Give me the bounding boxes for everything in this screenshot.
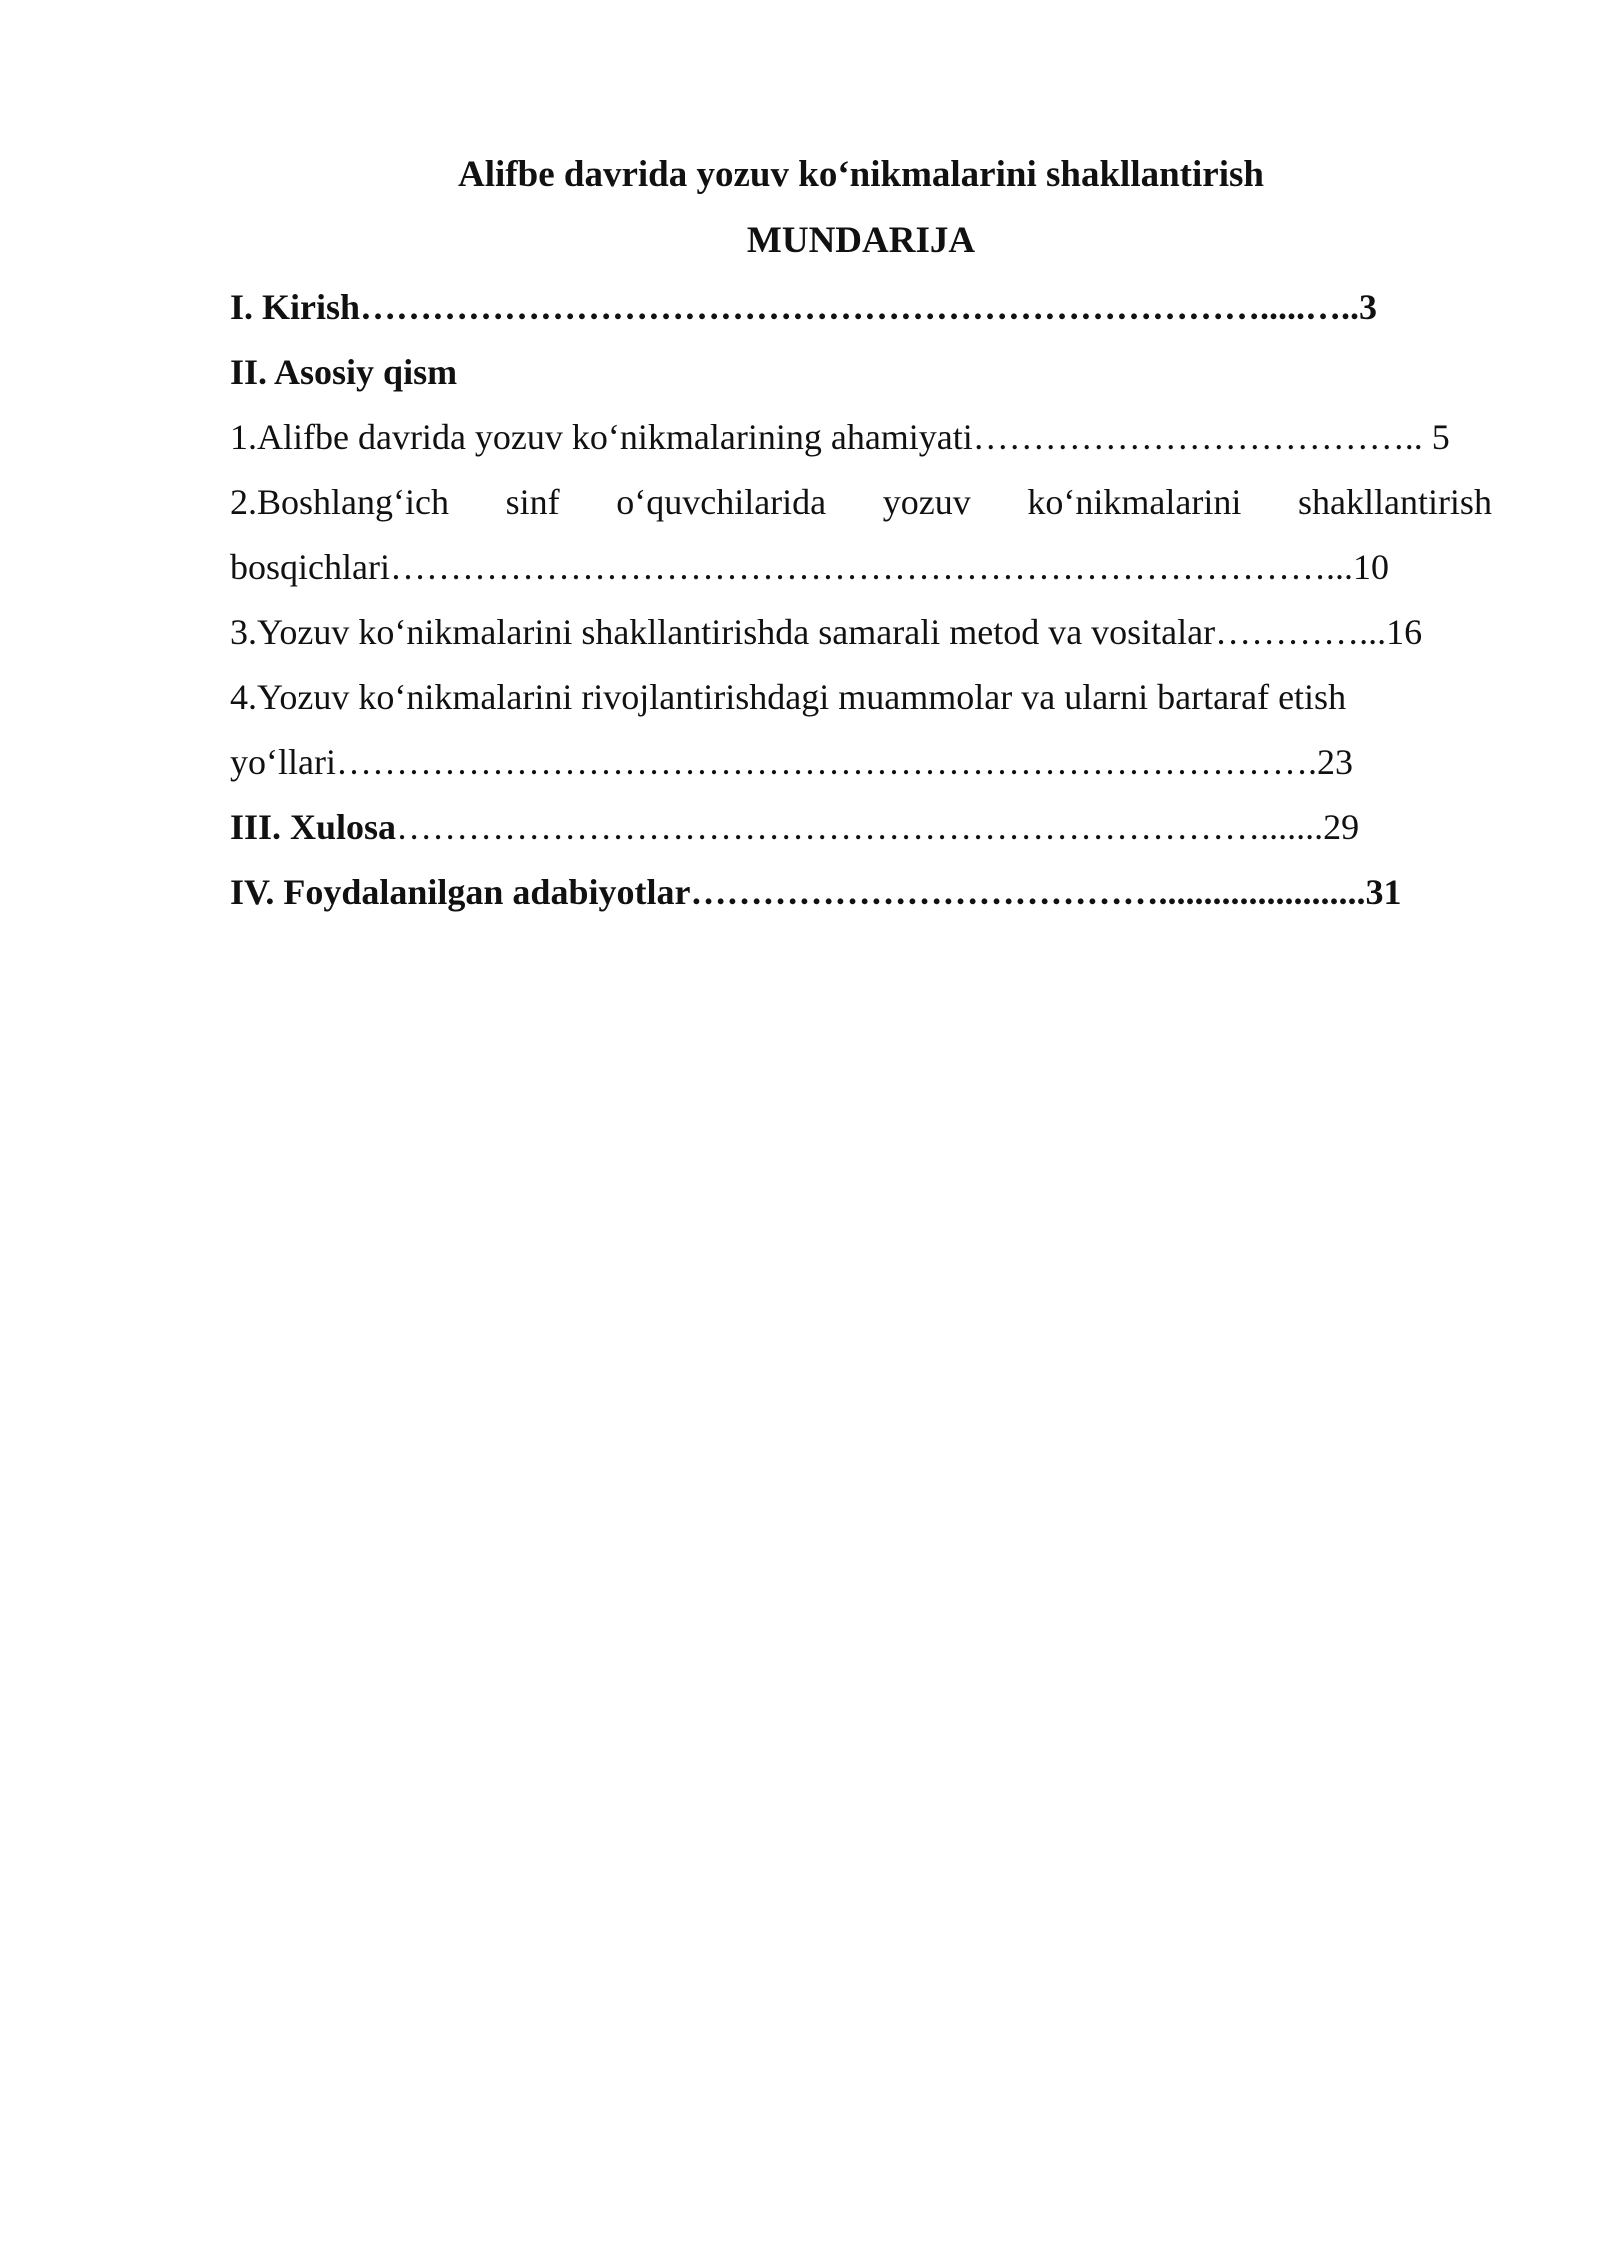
toc-word: ko‘nikmalarini xyxy=(1027,482,1242,522)
toc-entry-1: 1.Alifbe davrida yozuv ko‘nikmalarining ahamiyati……………………………….. 5 xyxy=(230,417,1450,457)
toc-word: 2.Boshlang‘ich xyxy=(230,482,449,522)
toc-entry-kirish: I. Kirish………………………………………………………………….....…..3 xyxy=(230,287,1378,327)
toc-entry-2-line-1 xyxy=(230,475,1492,529)
toc-entry-xulosa-leader: ……………………………………………………………….......29 xyxy=(396,807,1360,847)
toc-entry-adabiyotlar: IV. Foydalanilgan adabiyotlar………………………………….......................31 xyxy=(230,872,1402,912)
toc-entry-3: 3.Yozuv ko‘nikmalarini shakllantirishda samarali metod va vositalar…………...16 xyxy=(230,612,1423,652)
toc-word: shakllantirish xyxy=(1297,482,1492,522)
toc-word: o‘quvchilarida xyxy=(616,482,827,522)
toc-section-asosiy-qism: II. Asosiy qism xyxy=(230,352,458,392)
toc-entry-xulosa-label: III. Xulosa xyxy=(230,807,397,847)
toc-entry-4-line-2: yo‘llari……………………………………………………………………….23 xyxy=(230,742,1353,782)
toc-word: sinf xyxy=(505,482,560,522)
toc-entry-xulosa xyxy=(230,800,1359,854)
document-title: Alifbe davrida yozuv ko‘nikmalarini shakllantirish xyxy=(458,154,1264,195)
toc-entry-4-line-1: 4.Yozuv ko‘nikmalarini rivojlantirishdagi muammolar va ularni bartaraf etish xyxy=(230,677,1347,717)
toc-heading: MUNDARIJA xyxy=(746,220,976,261)
toc-word: yozuv xyxy=(882,482,971,522)
toc-entry-2-line-2: bosqichlari……………………………………………………………………...10 xyxy=(230,547,1389,587)
